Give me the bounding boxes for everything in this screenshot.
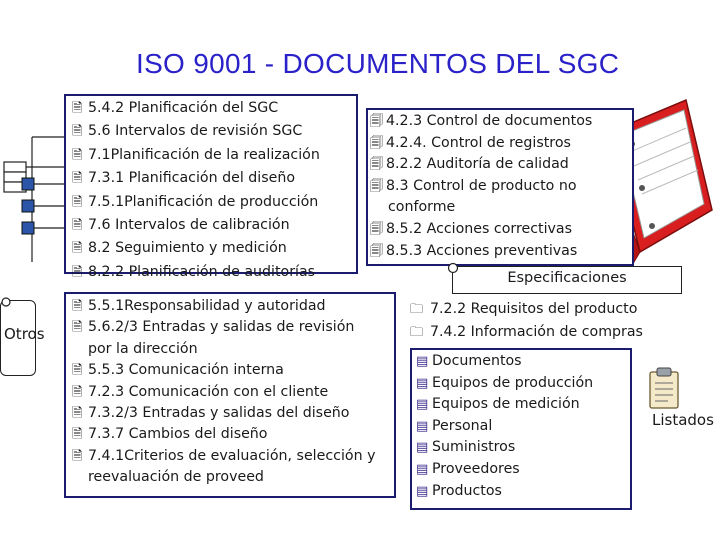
control-documents-list	[370, 111, 592, 262]
document-icon: 🗎	[72, 448, 83, 464]
especificaciones-scroll	[452, 266, 682, 294]
list-item: 🗎 7.2.3 Comunicación con el cliente	[72, 382, 375, 403]
binder-icon: 🗐	[370, 135, 383, 151]
document-icon: 🗎	[72, 320, 83, 336]
list-item: 🗎 7.6 Intervalos de calibración	[72, 214, 320, 237]
document-icon: 🗎	[72, 406, 83, 422]
list-icon: ▤	[416, 440, 429, 456]
document-icon: 🗎	[72, 101, 83, 116]
page-title: ISO 9001 - DOCUMENTOS DEL SGC	[136, 48, 620, 79]
list-item: 🗎 5.6.2/3 Entradas y salidas de revisión por la dirección	[72, 319, 355, 357]
binder-icon: 🗐	[370, 243, 383, 259]
document-icon: 🗎	[72, 124, 83, 140]
other-documents-list	[72, 296, 375, 489]
list-item: 🗎 5.5.1Responsabilidad y autoridad	[72, 296, 375, 317]
list-item: 🗎 5.6 Intervalos de revisión SGC	[72, 120, 320, 143]
document-icon: 🗎	[72, 241, 83, 257]
list-item: 🗎 7.1Planificación de la realización	[72, 144, 320, 167]
planning-documents-list	[72, 97, 320, 284]
document-icon: 🗎	[72, 264, 83, 280]
list-item: 🗎 7.3.2/3 Entradas y salidas del diseño	[72, 403, 375, 424]
list-item: 🗐 4.2.3 Control de documentos	[370, 111, 592, 133]
list-item: 🗀 7.4.2 Información de compras	[410, 321, 643, 344]
especificaciones-list	[410, 298, 643, 344]
list-item: ▤ Personal	[416, 416, 593, 438]
list-item: 🗐 8.2.2 Auditoría de calidad	[370, 154, 592, 176]
binder-icon: 🗐	[370, 114, 383, 129]
list-item: 🗎 8.2.2 Planificación de auditorías	[72, 261, 320, 284]
document-icon: 🗎	[72, 363, 83, 379]
scroll-curl-icon	[0, 296, 12, 308]
list-icon: ▤	[416, 375, 429, 391]
list-item: ▤ Proveedores	[416, 459, 593, 481]
list-item: ▤ Suministros	[416, 437, 593, 459]
listados-label: Listados	[652, 411, 714, 429]
especificaciones-label: Especificaciones	[507, 270, 627, 286]
list-item: 🗐 8.3 Control de producto no conforme	[370, 177, 577, 216]
list-item: 🗐 8.5.3 Acciones preventivas	[370, 241, 592, 263]
list-icon: ▤	[416, 397, 429, 413]
list-item: ▤ Productos	[416, 481, 593, 503]
list-item: 🗀 7.2.2 Requisitos del producto	[410, 298, 643, 321]
binder-icon: 🗐	[370, 157, 383, 173]
list-item: 🗐 8.5.2 Acciones correctivas	[370, 219, 592, 241]
list-item: 🗎 7.3.7 Cambios del diseño	[72, 424, 375, 445]
list-item: 🗎 7.4.1Criterios de evaluación, selección y reevaluación de proveed	[72, 447, 376, 486]
flowchart-icon	[2, 102, 66, 292]
folder-icon: 🗀	[410, 302, 424, 317]
list-icon: ▤	[416, 483, 429, 499]
list-item: 🗎 7.3.1 Planificación del diseño	[72, 167, 320, 190]
document-icon: 🗎	[72, 384, 83, 400]
list-icon: ▤	[416, 354, 429, 369]
list-item: 🗎 7.5.1Planificación de producción	[72, 191, 320, 214]
otros-label: Otros	[4, 325, 45, 343]
binder-icon: 🗐	[370, 221, 383, 237]
document-icon: 🗎	[72, 299, 83, 314]
list-item: ▤ Equipos de producción	[416, 373, 593, 395]
document-icon: 🗎	[72, 147, 83, 163]
list-item: 🗎 5.5.3 Comunicación interna	[72, 360, 375, 381]
list-item: 🗐 4.2.4. Control de registros	[370, 133, 592, 155]
list-item: ▤ Documentos	[416, 351, 593, 373]
list-icon: ▤	[416, 418, 429, 434]
document-icon: 🗎	[72, 171, 83, 187]
list-icon: ▤	[416, 461, 429, 477]
list-item: 🗎 8.2 Seguimiento y medición	[72, 237, 320, 260]
folder-icon: 🗀	[410, 325, 424, 340]
clipboard-icon	[644, 366, 684, 410]
document-icon: 🗎	[72, 218, 83, 234]
list-item: 🗎 5.4.2 Planificación del SGC	[72, 97, 320, 120]
document-icon: 🗎	[72, 194, 83, 210]
list-item: ▤ Equipos de medición	[416, 394, 593, 416]
binder-icon: 🗐	[370, 178, 383, 194]
document-icon: 🗎	[72, 427, 83, 443]
listados-list	[416, 351, 593, 502]
scroll-curl-icon	[446, 261, 460, 275]
